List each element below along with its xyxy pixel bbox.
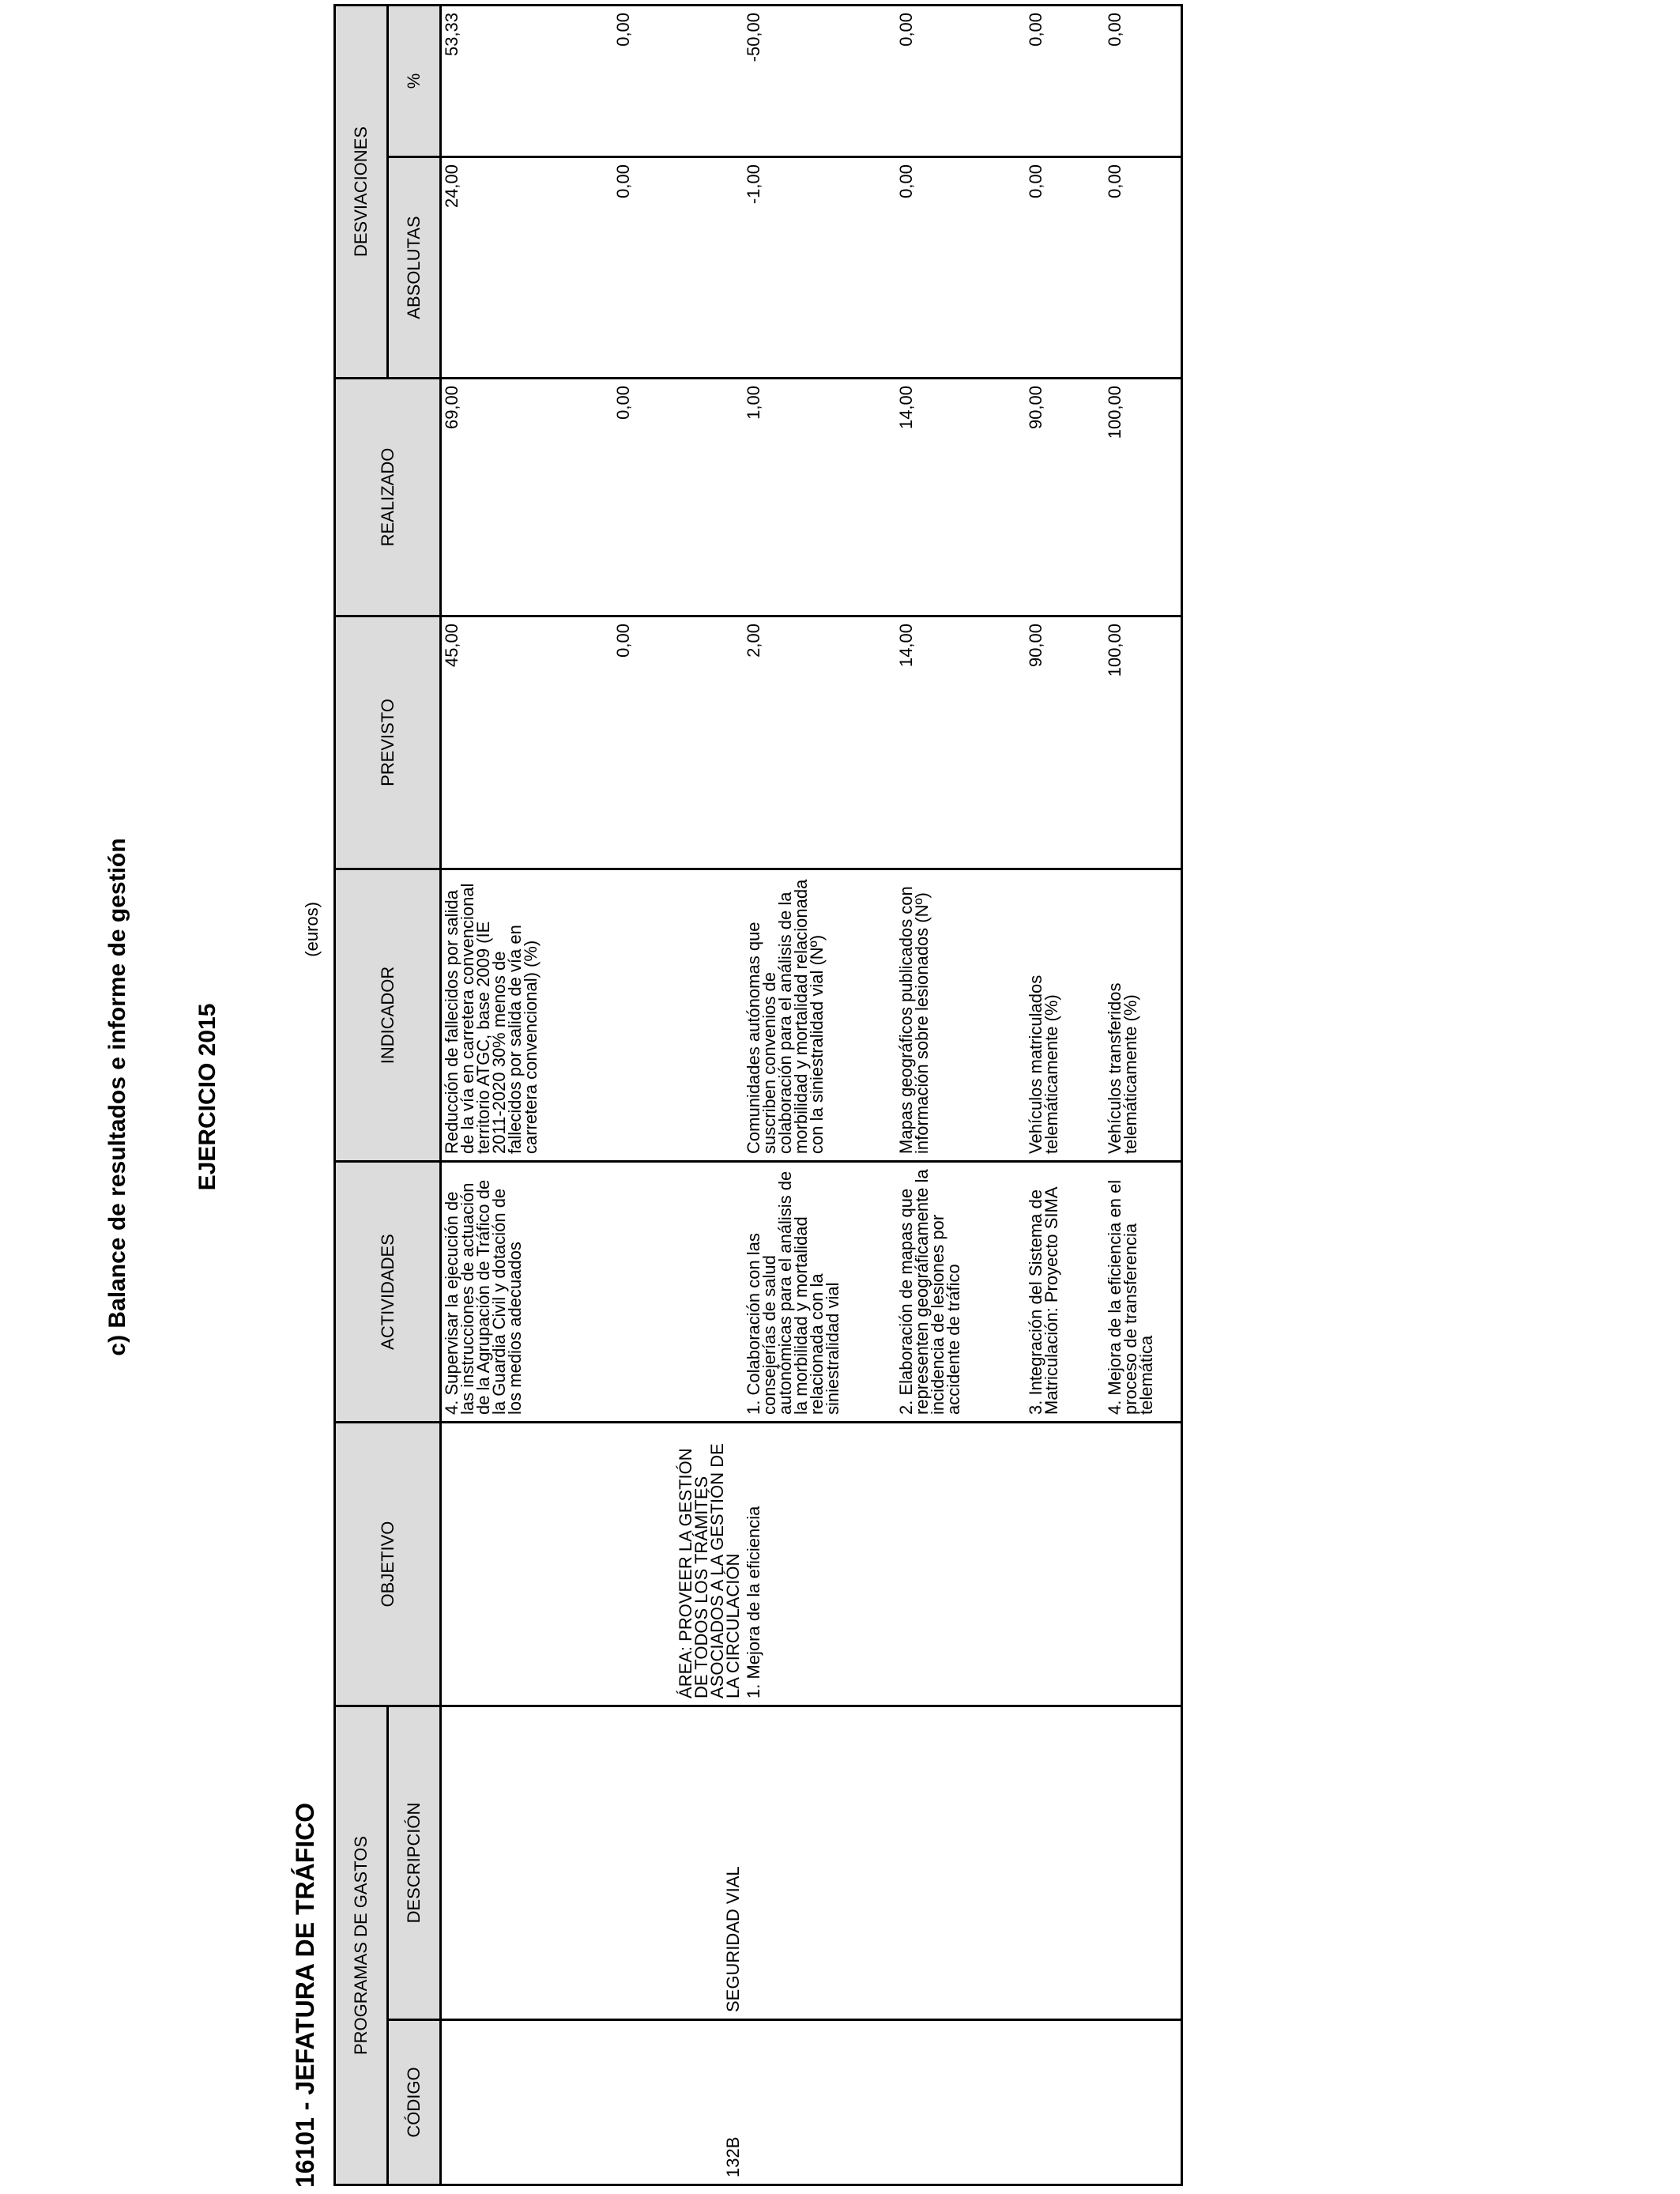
organization-title: 16101 - JEFATURA DE TRÁFICO (291, 1802, 319, 2188)
cell-pct: 0,00 (613, 5, 744, 156)
table-row (613, 5, 744, 2185)
currency-unit: (euros) (302, 902, 322, 957)
cell-absolutas: -1,00 (744, 156, 896, 378)
cell-pct: 0,00 (1026, 5, 1105, 156)
header-codigo: CÓDIGO (388, 2020, 441, 2185)
cell-previsto: 100,00 (1105, 616, 1182, 869)
cell-descripcion (1026, 1706, 1105, 2019)
cell-codigo (744, 2020, 896, 2185)
cell-pct: 53,33 (441, 5, 613, 156)
cell-codigo (1105, 2020, 1182, 2185)
table-row (1105, 5, 1182, 2185)
cell-realizado: 1,00 (744, 378, 896, 616)
cell-codigo (441, 2020, 613, 2185)
cell-descripcion (1105, 1706, 1182, 2019)
cell-realizado: 90,00 (1026, 378, 1105, 616)
cell-actividad: 4. Mejora de la eficiencia en el proceso de transferencia telemática (1105, 1161, 1182, 1422)
table-row (896, 5, 1026, 2185)
cell-absolutas: 0,00 (896, 156, 1026, 378)
cell-previsto: 45,00 (441, 616, 613, 869)
cell-pct: 0,00 (896, 5, 1026, 156)
cell-realizado: 0,00 (613, 378, 744, 616)
cell-absolutas: 0,00 (1105, 156, 1182, 378)
header-desviaciones: DESVIACIONES (335, 5, 388, 378)
cell-descripcion (441, 1706, 613, 2019)
cell-objetivo (896, 1422, 1026, 1706)
cell-previsto: 2,00 (744, 616, 896, 869)
cell-actividad (613, 1161, 744, 1422)
header-realizado: REALIZADO (335, 378, 441, 616)
cell-absolutas: 24,00 (441, 156, 613, 378)
cell-objetivo (441, 1422, 613, 1706)
cell-absolutas: 0,00 (1026, 156, 1105, 378)
header-pct: % (388, 5, 441, 156)
header-previsto: PREVISTO (335, 616, 441, 869)
cell-descripcion (896, 1706, 1026, 2019)
header-absolutas: ABSOLUTAS (388, 156, 441, 378)
header-descripcion: DESCRIPCIÓN (388, 1706, 441, 2019)
cell-codigo: 132B (613, 2020, 744, 2185)
header-indicador: INDICADOR (335, 869, 441, 1161)
cell-previsto: 90,00 (1026, 616, 1105, 869)
fiscal-year-title: EJERCICIO 2015 (194, 1003, 220, 1191)
cell-indicador: Comunidades autónomas que suscriben convenios de colaboración para el análisis de la morbilidad y mortalidad relacionada con la siniestralidad vial (Nº) (744, 869, 896, 1161)
cell-descripcion (744, 1706, 896, 2019)
section-title: c) Balance de resultados e informe de gestión (104, 838, 130, 1356)
cell-indicador: Reducción de fallecidos por salida de la vía en carretera convencional territorio ATGC, base 2009 (IE 2011-2020 30% menos de fallecidos por salida de vía en carretera convencional) (%) (441, 869, 613, 1161)
cell-actividad: 1. Colaboración con las consejerías de salud autonómicas para el análisis de la morbilidad y mortalidad relacionada con la siniestralidad vial (744, 1161, 896, 1422)
cell-indicador: Mapas geográficos publicados con información sobre lesionados (Nº) (896, 869, 1026, 1161)
cell-previsto: 0,00 (613, 616, 744, 869)
header-programas: PROGRAMAS DE GASTOS (335, 1706, 388, 2185)
cell-actividad: 3. Integración del Sistema de Matriculación: Proyecto SIMA (1026, 1161, 1105, 1422)
cell-previsto: 14,00 (896, 616, 1026, 869)
results-table (333, 4, 1183, 2186)
cell-descripcion: SEGURIDAD VIAL (613, 1706, 744, 2019)
cell-objetivo (1026, 1422, 1105, 1706)
table-row (744, 5, 896, 2185)
cell-objetivo (1105, 1422, 1182, 1706)
cell-actividad: 2. Elaboración de mapas que representen geográficamente la incidencia de lesiones por accidente de tráfico (896, 1161, 1026, 1422)
cell-indicador: Vehículos matriculados telemáticamente (%) (1026, 869, 1105, 1161)
header-actividades: ACTIVIDADES (335, 1161, 441, 1422)
cell-indicador: Vehículos transferidos telemáticamente (%) (1105, 869, 1182, 1161)
cell-actividad: 4. Supervisar la ejecución de las instrucciones de actuación de la Agrupación de Tráfico de la Guardia Civil y dotación de los medios adecuados (441, 1161, 613, 1422)
cell-realizado: 100,00 (1105, 378, 1182, 616)
cell-codigo (1026, 2020, 1105, 2185)
cell-absolutas: 0,00 (613, 156, 744, 378)
table-row (1026, 5, 1105, 2185)
cell-pct: -50,00 (744, 5, 896, 156)
cell-objetivo: 1. Mejora de la eficiencia (744, 1422, 896, 1706)
cell-realizado: 14,00 (896, 378, 1026, 616)
table-row (441, 5, 613, 2185)
cell-codigo (896, 2020, 1026, 2185)
cell-realizado: 69,00 (441, 378, 613, 616)
cell-indicador (613, 869, 744, 1161)
cell-pct: 0,00 (1105, 5, 1182, 156)
header-objetivo: OBJETIVO (335, 1422, 441, 1706)
cell-objetivo: ÁREA: PROVEER LA GESTIÓN DE TODOS LOS TRÁMITES ASOCIADOS A LA GESTIÓN DE LA CIRCULACIÓN (613, 1422, 744, 1706)
